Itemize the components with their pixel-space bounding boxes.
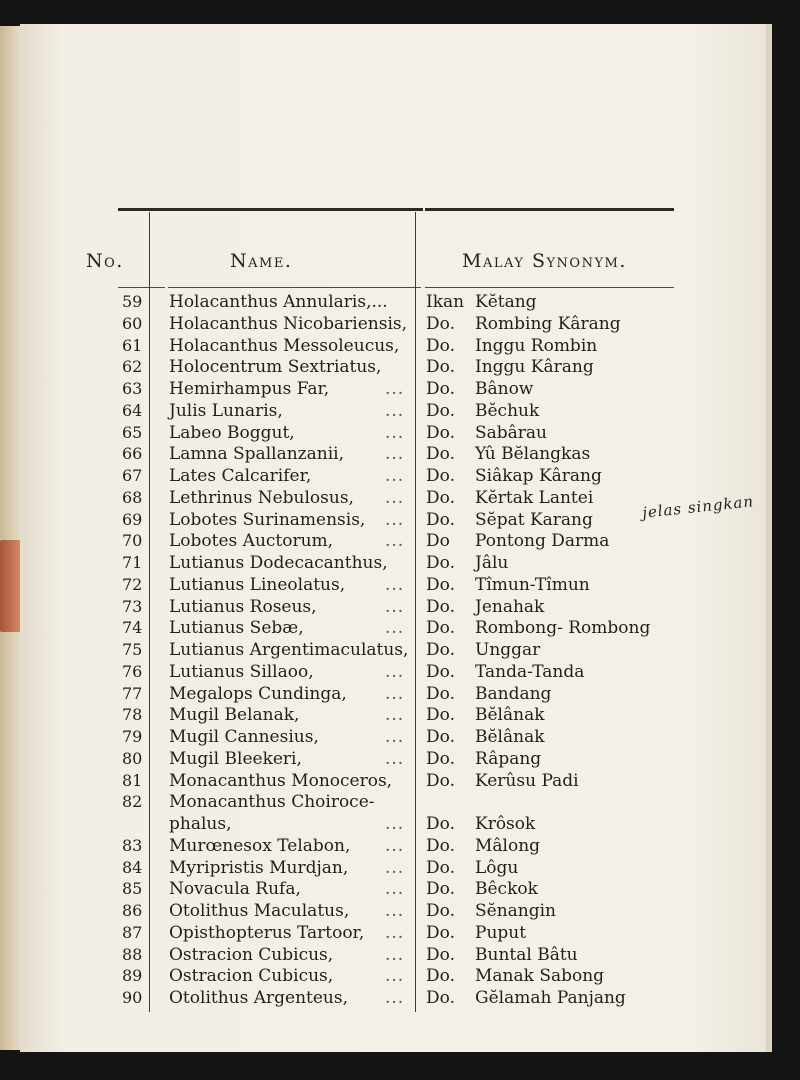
row-number: 75 — [122, 640, 143, 659]
leader-dots: ... — [385, 857, 405, 878]
leader-dots: ... — [385, 466, 405, 486]
leader-dots: ... — [385, 727, 405, 747]
leader-dots: ... — [385, 922, 405, 943]
table-row — [20, 575, 766, 596]
row-number: 88 — [122, 944, 143, 964]
table-row — [20, 684, 766, 705]
row-number: 67 — [122, 466, 143, 485]
table-row — [20, 618, 766, 639]
table-row — [20, 640, 766, 661]
row-number: 85 — [122, 879, 143, 899]
table-row — [20, 858, 766, 879]
malay-synonym: Rombing Kârang — [475, 313, 621, 334]
ditto-prefix: Do. — [426, 705, 455, 726]
leader-dots: ... — [385, 487, 405, 508]
row-number: 60 — [122, 313, 143, 333]
species-name: Lutianus Sillaoo, — [169, 661, 314, 682]
row-number: 61 — [122, 335, 143, 355]
species-name: Lethrinus Nebulosus, — [169, 487, 354, 508]
table-row — [20, 662, 766, 683]
ditto-prefix: Do. — [426, 379, 455, 399]
malay-synonym: Tîmun-Tîmun — [475, 574, 590, 595]
species-name: Opisthopterus Tartoor, — [169, 922, 365, 943]
malay-synonym: Inggu Kârang — [475, 357, 594, 378]
species-name: Lates Calcarifer, — [169, 466, 312, 486]
table-row — [20, 749, 766, 770]
book-page — [20, 24, 772, 1052]
ditto-prefix: Do. — [426, 422, 455, 443]
species-name: Mugil Cannesius, — [169, 727, 319, 747]
leader-dots: ... — [385, 661, 405, 682]
row-number: 63 — [122, 379, 143, 398]
malay-synonym: Bânow — [475, 379, 534, 399]
table-row — [20, 401, 766, 422]
species-name: Otolithus Maculatus, — [169, 901, 350, 921]
species-name: Lutianus Roseus, — [169, 596, 317, 617]
leader-dots: ... — [385, 596, 405, 617]
malay-synonym: Mâlong — [475, 835, 541, 856]
table-row — [20, 292, 766, 313]
leader-dots: ... — [385, 814, 405, 834]
ditto-prefix: Do. — [426, 857, 455, 878]
leader-dots: ... — [385, 379, 405, 399]
malay-synonym: Râpang — [475, 748, 542, 769]
ditto-prefix: Do. — [426, 509, 455, 530]
species-name: Murœnesox Telabon, — [169, 835, 351, 856]
table-row — [20, 531, 766, 552]
table-row — [20, 597, 766, 618]
row-number: 90 — [122, 988, 143, 1007]
ditto-prefix: Do. — [426, 596, 455, 617]
malay-synonym: Bĕchuk — [475, 400, 540, 421]
species-name: Holacanthus Annularis,... — [169, 292, 388, 312]
row-number: 68 — [122, 487, 143, 507]
leader-dots: ... — [385, 944, 405, 965]
malay-synonym: Jenahak — [475, 596, 545, 617]
malay-synonym: Bĕlânak — [475, 705, 545, 726]
row-number: 80 — [122, 748, 143, 768]
table-row — [20, 792, 766, 813]
row-number: 77 — [122, 683, 143, 703]
species-name: Ostracion Cubicus, — [169, 944, 334, 965]
ditto-prefix: Do. — [426, 661, 455, 682]
species-name: Novacula Rufa, — [169, 879, 301, 900]
ditto-prefix: Do. — [426, 400, 455, 421]
table-row — [20, 314, 766, 335]
malay-synonym: Pontong Darma — [475, 531, 610, 552]
ditto-prefix: Do. — [426, 770, 455, 791]
leader-dots: ... — [385, 422, 405, 443]
malay-synonym: Rombong- Rombong — [475, 618, 651, 639]
species-name: Lutianus Dodecacanthus, — [169, 553, 388, 573]
leader-dots: ... — [385, 574, 405, 595]
row-number: 71 — [122, 553, 143, 572]
table-row — [20, 945, 766, 966]
row-number: 81 — [122, 770, 143, 790]
row-number: 62 — [122, 357, 143, 377]
leader-dots: ... — [385, 835, 405, 856]
row-number: 64 — [122, 400, 143, 420]
table-row — [20, 771, 766, 792]
row-number: 74 — [122, 618, 143, 638]
ditto-prefix: Do. — [426, 901, 455, 921]
table-row — [20, 336, 766, 357]
species-name: Lutianus Lineolatus, — [169, 574, 346, 595]
species-name: Labeo Boggut, — [169, 422, 295, 443]
ditto-prefix: Do — [426, 531, 450, 552]
table-row — [20, 727, 766, 748]
table-row — [20, 966, 766, 987]
species-name: Myripristis Murdjan, — [169, 857, 349, 878]
malay-synonym: Kerûsu Padi — [475, 770, 579, 791]
leader-dots: ... — [385, 509, 405, 530]
species-name: Mugil Belanak, — [169, 705, 300, 726]
malay-synonym: Kĕtang — [475, 292, 537, 312]
malay-synonym: Unggar — [475, 640, 541, 660]
malay-synonym: Jâlu — [475, 553, 509, 573]
species-name: phalus, — [169, 814, 232, 834]
row-number: 89 — [122, 966, 143, 986]
table-row — [20, 444, 766, 465]
ditto-prefix: Do. — [426, 313, 455, 334]
row-number: 65 — [122, 422, 143, 442]
ditto-prefix: Do. — [426, 618, 455, 639]
row-number: 83 — [122, 835, 143, 855]
ditto-prefix: Do. — [426, 487, 455, 508]
ditto-prefix: Do. — [426, 748, 455, 769]
table-row — [20, 923, 766, 944]
table-row — [20, 705, 766, 726]
species-name: Lutianus Sebæ, — [169, 618, 304, 639]
row-number: 86 — [122, 901, 143, 920]
malay-synonym: Puput — [475, 922, 527, 943]
ditto-prefix: Do. — [426, 574, 455, 595]
species-name: Lobotes Auctorum, — [169, 531, 334, 552]
table-row — [20, 988, 766, 1009]
table-row — [20, 423, 766, 444]
table-row — [20, 814, 766, 835]
leader-dots: ... — [385, 618, 405, 639]
leader-dots: ... — [385, 901, 405, 921]
ditto-prefix: Do. — [426, 835, 455, 856]
malay-synonym: Sabârau — [475, 422, 548, 443]
malay-synonym: Lôgu — [475, 857, 519, 878]
ditto-prefix: Ikan — [426, 292, 465, 312]
leader-dots: ... — [385, 444, 405, 465]
leader-dots: ... — [385, 531, 405, 552]
header-rule-synonym — [425, 287, 674, 288]
ditto-prefix: Do. — [426, 683, 455, 704]
malay-synonym: Sĕpat Karang — [475, 509, 593, 530]
ditto-prefix: Do. — [426, 640, 455, 660]
species-name: Lutianus Argentimaculatus, — [169, 640, 409, 660]
table-row — [20, 901, 766, 922]
ditto-prefix: Do. — [426, 988, 455, 1008]
top-rule-left — [118, 208, 423, 211]
species-name: Mugil Bleekeri, — [169, 748, 302, 769]
species-name: Otolithus Argenteus, — [169, 988, 348, 1008]
leader-dots: ... — [385, 879, 405, 900]
ditto-prefix: Do. — [426, 727, 455, 747]
species-name: Lobotes Surinamensis, — [169, 509, 366, 530]
malay-synonym: Bĕlânak — [475, 727, 545, 747]
malay-synonym: Bêckok — [475, 879, 538, 900]
header-no: No. — [86, 250, 124, 272]
row-number: 66 — [122, 444, 143, 464]
species-name: Hemirhampus Far, — [169, 379, 330, 399]
table-row — [20, 836, 766, 857]
species-name: Monacanthus Choiroce- — [169, 792, 375, 813]
leader-dots: ... — [385, 705, 405, 726]
malay-synonym: Siâkap Kârang — [475, 466, 602, 486]
leader-dots: ... — [385, 748, 405, 769]
malay-synonym: Krôsok — [475, 814, 536, 834]
species-name: Lamna Spallanzanii, — [169, 444, 344, 465]
table-row — [20, 466, 766, 487]
row-number: 82 — [122, 792, 143, 812]
species-name: Holacanthus Messoleucus, — [169, 335, 400, 356]
row-number: 59 — [122, 292, 143, 311]
malay-synonym: Kĕrtak Lantei — [475, 487, 594, 508]
row-number: 70 — [122, 531, 143, 551]
malay-synonym: Bandang — [475, 683, 552, 704]
malay-synonym: Inggu Rombin — [475, 335, 598, 356]
header-name: Name. — [230, 250, 293, 272]
ditto-prefix: Do. — [426, 335, 455, 356]
ditto-prefix: Do. — [426, 466, 455, 486]
handwritten-note: jelas singkan — [641, 492, 755, 522]
row-number: 87 — [122, 922, 143, 942]
ditto-prefix: Do. — [426, 444, 455, 465]
malay-synonym: Tanda-Tanda — [475, 661, 585, 682]
facing-page-edge — [0, 26, 20, 1050]
ditto-prefix: Do. — [426, 944, 455, 965]
species-name: Ostracion Cubicus, — [169, 966, 334, 987]
table-row — [20, 553, 766, 574]
table-row — [20, 379, 766, 400]
ditto-prefix: Do. — [426, 553, 455, 573]
row-number: 72 — [122, 574, 143, 594]
species-name: Julis Lunaris, — [169, 400, 283, 421]
ditto-prefix: Do. — [426, 966, 455, 987]
ditto-prefix: Do. — [426, 814, 455, 834]
table-row — [20, 879, 766, 900]
leader-dots: ... — [385, 400, 405, 421]
row-number: 76 — [122, 661, 143, 681]
malay-synonym: Buntal Bâtu — [475, 944, 578, 965]
malay-synonym: Yû Bĕlangkas — [475, 444, 591, 465]
header-rule-no — [118, 287, 165, 288]
malay-synonym: Manak Sabong — [475, 966, 605, 987]
table-row — [20, 357, 766, 378]
species-name: Monacanthus Monoceros, — [169, 770, 393, 791]
header-rule-name — [168, 287, 421, 288]
header-malay-synonym: Malay Synonym. — [462, 250, 627, 272]
row-number: 69 — [122, 509, 143, 529]
species-name: Megalops Cundinga, — [169, 683, 347, 704]
species-name: Holacanthus Nicobariensis, — [169, 313, 408, 334]
ditto-prefix: Do. — [426, 357, 455, 378]
malay-synonym: Gĕlamah Panjang — [475, 988, 626, 1008]
leader-dots: ... — [385, 966, 405, 987]
row-number: 73 — [122, 596, 143, 616]
ditto-prefix: Do. — [426, 879, 455, 900]
row-number: 79 — [122, 727, 143, 746]
ditto-prefix: Do. — [426, 922, 455, 943]
row-number: 84 — [122, 857, 143, 877]
leader-dots: ... — [385, 683, 405, 704]
malay-synonym: Sĕnangin — [475, 901, 557, 921]
species-name: Holocentrum Sextriatus, — [169, 357, 382, 378]
top-rule-right — [425, 208, 674, 211]
leader-dots: ... — [385, 988, 405, 1008]
row-number: 78 — [122, 705, 143, 725]
